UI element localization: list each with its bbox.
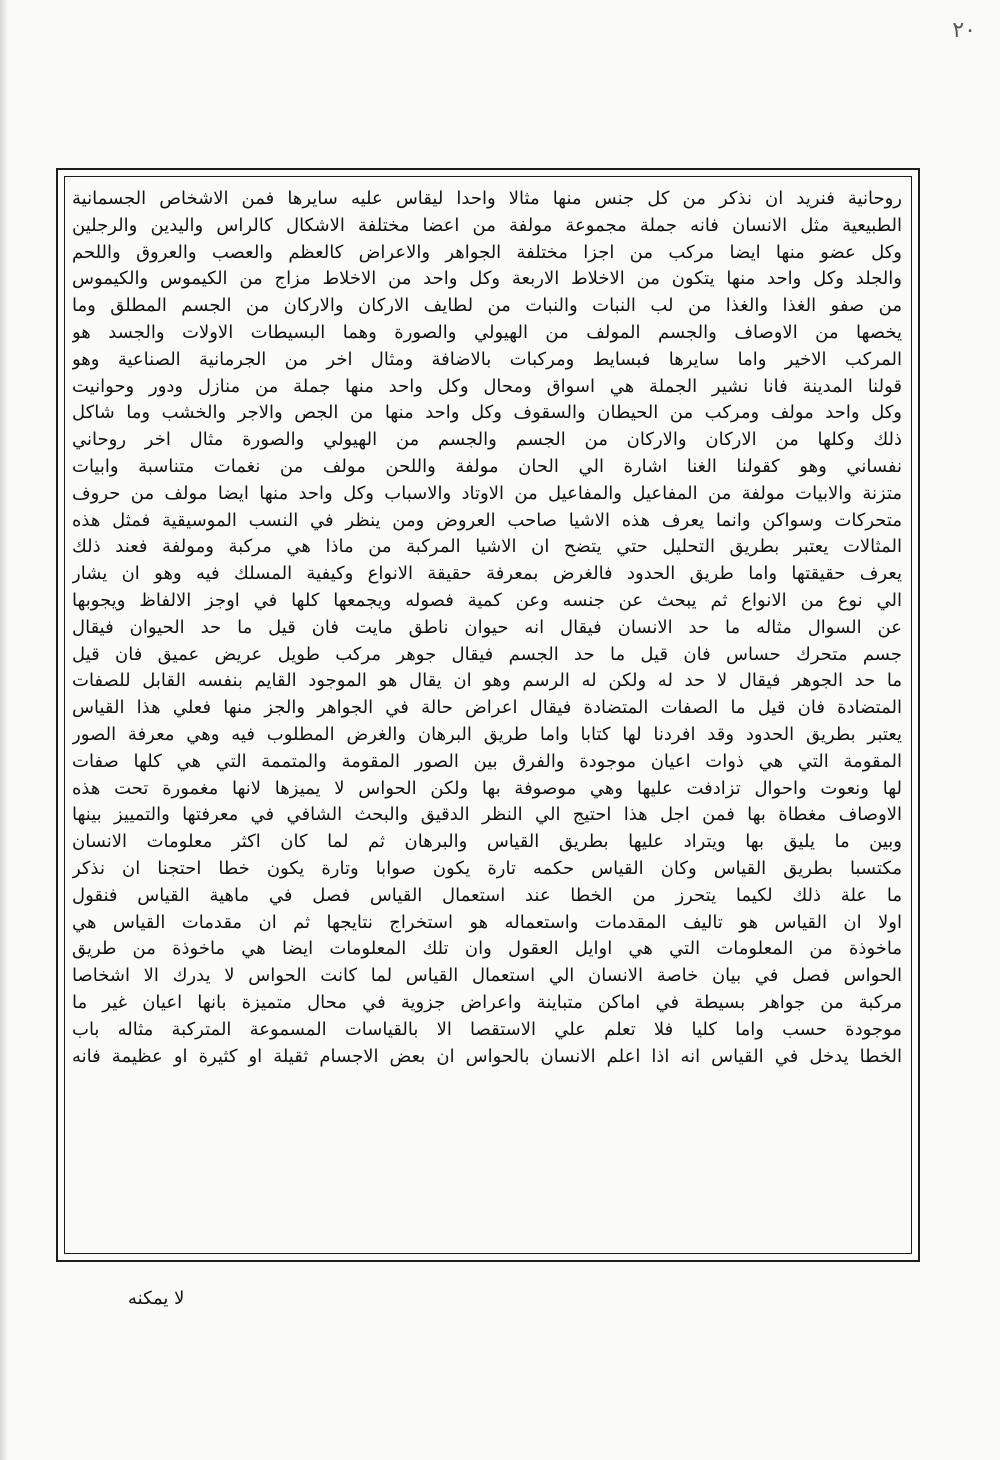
text-line: مركبة من جواهر بسيطة في اماكن متباينة واعراض جزوية في محال متميزة بانها اعيان غير ما	[72, 991, 902, 1013]
text-line: ذلك وكلها من الاركان والاركان من الجسم والجسم من الهيولي والصورة مثال اخر روحاني	[72, 429, 902, 451]
text-line: متزنة والابيات مولفة من المفاعيل والمفاعيل من الاوتاد والاسباب وكل واحد منها ايضا مولف من حروف	[72, 482, 902, 504]
text-line: والجلد وكل واحد منها يتكون من الاخلاط الاربعة وكل واحد من الاخلاط مزاج من الكيموس والكيموس	[72, 268, 902, 290]
text-line: عن السوال مثاله ما حد الانسان فيقال انه حيوان ناطق مايت فان قيل ما حد الحيوان فيقال	[72, 616, 902, 638]
text-line: المثالات يعتبر بطريق التحليل حتي يتضح ان الاشيا المركبة من ماذا هي مركبة ومولفة فعند ذلك	[72, 536, 902, 558]
text-line: المركب الاخير واما سايرها فبسايط ومركبات بالاضافة ومثال اخر من الجرمانية الصناعية وهو	[72, 348, 902, 370]
catchword: لا يمكنه	[128, 1288, 185, 1309]
text-line: اولا ان القياس هو تاليف المقدمات واستعماله هو استخراج نتايجها ثم ان مقدمات القياس هي	[72, 911, 902, 933]
text-line: ما علة ذلك لكيما يتحرز من الخطا عند استعمال القياس فصل في ماهية القياس فنقول	[72, 884, 902, 906]
text-line: موجودة حسب واما كليا فلا تعلم علي الاستقصا الا بالقياسات المسموعة المتركبة مثاله باب	[72, 1018, 902, 1040]
text-line: مكتسبا بطريق القياس وكان القياس حكمه تارة يكون صوابا وتارة يكون خطا احتجنا ان نذكر	[72, 857, 902, 879]
text-line: وبين ما يليق بها ويتراد عليها بطريق القياس والبرهان ثم لما كان اكثر معلومات الانسان	[72, 831, 902, 853]
text-line: الي نوع من الانواع ثم يبحث عن جنسه وعن كمية فصوله ويجمعها كلها في اوجز الالفاظ ويجوبها	[72, 589, 902, 611]
text-line: وكل واحد مولف ومركب من الحيطان والسقوف وكل واحد منها من الجص والاجر والخشب وما شاكل	[72, 402, 902, 424]
text-line: روحانية فنريد ان نذكر من كل جنس منها مثالا واحدا ليقاس عليه سايرها فمن الاشخاص الجسمانية	[72, 188, 902, 209]
text-line: يعتبر بطريق الحدود وقد افردنا لها كتابا واما طريق البرهان والغرض المطلوب فيه وهي معرفة الصور	[72, 723, 902, 745]
text-line: الخطا يدخل في القياس انه اذا اعلم الانسان بالحواس ان بعض الاجسام ثقيلة او كثيرة او عظيمة فانه	[72, 1045, 902, 1067]
text-line: وكل عضو منها ايضا مركب من اجزا مختلفة الجواهر والاعراض كالعظم والعصب والعروق واللحم	[72, 241, 902, 263]
text-line: ماخوذة من المعلومات التي هي اوايل العقول وان تلك المعلومات ايضا هي ماخوذة من طريق	[72, 938, 902, 960]
text-line: المتضادة فان قيل ما الصفات المتضادة فيقال اعراض حالة في الجواهر والجز منها فعلي هذا القياس	[72, 697, 902, 719]
text-line: المقومة التي هي ذوات اعيان موجودة والفرق بين الصور المقومة والمتممة التي هي كلها صفات	[72, 750, 902, 772]
text-line: الحواس فصل في بيان خاصة الانسان الي استعمال القياس لما كانت الحواس لا يدرك الا اشخاصا	[72, 965, 902, 987]
text-line: الطبيعية مثل الانسان فانه جملة مجموعة مولفة من اعضا مختلفة الاشكال كالراس واليدين والرجلين	[72, 214, 902, 236]
text-block	[72, 186, 902, 1248]
text-line: لها ونعوت واحوال تزادفت عليها وهي موصوفة بها ولكن الحواس لا يميزها لانها مغمورة تحت هذه	[72, 777, 902, 799]
text-line: ما حد الجوهر فيقال لا حد له ولكن له الرسم وهو ان يقال هو الموجود القايم بنفسه القابل للصفات	[72, 670, 902, 692]
text-line: متحركات وسواكن وانما يعرف هذه الاشيا صاحب العروض ومن ينظر في النسب الموسيقية فمثل هذه	[72, 509, 902, 531]
text-line: نفساني وهو كقولنا الغنا اشارة الي الحان مولفة واللحن مولف من نغمات متناسبة وابيات	[72, 455, 902, 477]
text-line: جسم متحرك حساس فان قيل ما حد الجسم فيقال جوهر مركب طويل عريض عميق فان قيل	[72, 643, 902, 665]
text-line: يخصها من الاوصاف والجسم المولف من الهيولي والصورة وهما البسيطات الاولات والجسد هو	[72, 321, 902, 343]
text-line: الاوصاف مغطاة بها فمن اجل هذا احتيج الي النظر الدقيق والبحث الشافي في معرفتها والتمييز بينها	[72, 804, 902, 826]
text-line: يعرف حقيقتها واما طريق الحدود فالغرض بمعرفة حقيقة الانواع وكيفية المسلك فيه وهو ان يشار	[72, 563, 902, 585]
page-binding-shadow	[0, 0, 8, 1460]
text-line: من صفو الغذا والغذا من لب النبات والنبات من لطايف الاركان والاركان من الجسم المطلق وما	[72, 295, 902, 317]
text-line: قولنا المدينة فانا نشير الجملة هي اسواق ومحال وكل واحد منها جملة من منازل ودور وحوانيت	[72, 375, 902, 397]
folio-number: ٢٠	[952, 18, 976, 43]
